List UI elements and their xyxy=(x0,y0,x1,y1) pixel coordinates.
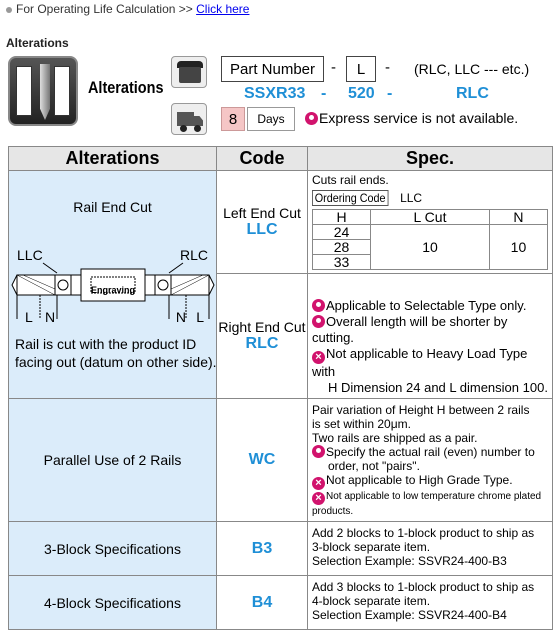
parallel-spec-line: order, not "pairs". xyxy=(328,459,420,473)
b4-code: B4 xyxy=(251,593,273,611)
left-end-cut-label: Left End Cut xyxy=(223,205,301,221)
header-code: Code xyxy=(217,147,308,171)
cut-note-2: Overall length will be shorter by cutting. xyxy=(312,314,508,345)
rail-end-cut-note xyxy=(15,335,217,371)
alterations-drill-icon xyxy=(8,56,78,126)
note-pin-icon xyxy=(312,299,325,312)
b4-spec-line: 4-block separate item. xyxy=(312,594,431,608)
dash-4: - xyxy=(387,85,393,102)
ordering-code-row xyxy=(312,190,548,206)
b3-spec-line: Selection Example: SSVR24-400-B3 xyxy=(312,554,507,568)
cut-spec-line1: Cuts rail ends. xyxy=(312,173,389,187)
dims-h-33: 33 xyxy=(313,255,371,270)
length-box: L xyxy=(346,56,376,82)
table-row-b4 xyxy=(9,576,553,630)
parallel-spec-line: × Not applicable to High Grade Type. xyxy=(312,473,548,490)
parallel-spec-line: Two rails are shipped as a pair. xyxy=(312,431,478,445)
bullet-icon xyxy=(6,7,12,13)
dims-n-value: 10 xyxy=(489,225,547,270)
header-alterations: Alterations xyxy=(9,147,217,171)
b4-spec-cell xyxy=(308,576,553,630)
operating-life-text: For Operating Life Calculation >> xyxy=(16,2,197,16)
parallel-code: WC xyxy=(248,451,276,468)
parallel-spec-line: Specify the actual rail (even) number to xyxy=(312,445,548,459)
cut-note-4: H Dimension 24 and L dimension 100. xyxy=(328,380,548,395)
note-pin-icon xyxy=(312,315,325,328)
cut-note-3: × Not applicable to Heavy Load Type with xyxy=(312,346,528,379)
part-number-box: Part Number xyxy=(221,56,324,82)
table-row-parallel xyxy=(9,399,553,522)
section-title: Alterations xyxy=(6,36,69,50)
parallel-alt-cell: Parallel Use of 2 Rails xyxy=(9,399,217,522)
diagram-dim-l-right: L xyxy=(196,308,204,325)
right-end-cut-cell xyxy=(217,274,308,399)
engraving-label: Engraving xyxy=(91,284,136,295)
cut-spec-cell xyxy=(308,171,553,274)
dash-1: - xyxy=(331,59,336,76)
b3-spec-line: Add 2 blocks to 1-block product to ship as xyxy=(312,526,535,540)
b4-alt-cell: 4-Block Specifications xyxy=(9,576,217,630)
express-note-text: Express service is not available. xyxy=(319,110,519,126)
not-applicable-icon: × xyxy=(312,492,325,505)
ordering-code-value: LLC xyxy=(400,191,423,205)
parallel-spec-cell xyxy=(308,399,553,522)
rail-end-cut-diagram xyxy=(9,185,216,385)
parallel-code-cell xyxy=(217,399,308,522)
note-line-1: Rail is cut with the product ID xyxy=(15,335,197,352)
dims-header-n: N xyxy=(489,210,547,225)
not-applicable-icon: × xyxy=(312,351,325,364)
click-here-link[interactable]: Click here xyxy=(196,2,250,16)
diagram-dim-n-right: N xyxy=(175,308,186,325)
dimension-table xyxy=(312,209,548,270)
rail-end-cut-title: Rail End Cut xyxy=(73,198,152,215)
cut-note-1: Applicable to Selectable Type only. xyxy=(312,298,548,314)
left-end-cut-code: LLC xyxy=(246,221,278,238)
diagram-dim-l-left: L xyxy=(25,308,33,325)
operating-life-link-row xyxy=(6,2,249,16)
days-label: Days xyxy=(247,107,295,131)
diagram-llc-label: LLC xyxy=(17,246,43,263)
b4-spec-line: Selection Example: SSVR24-400-B4 xyxy=(312,608,507,622)
dims-header-lcut: L Cut xyxy=(371,210,490,225)
note-pin-icon xyxy=(305,112,318,125)
header-spec: Spec. xyxy=(308,147,553,171)
right-end-cut-label: Right End Cut xyxy=(218,319,306,335)
ordering-code-label: Ordering Code xyxy=(312,190,388,206)
express-note xyxy=(305,110,518,126)
dash-2: - xyxy=(385,59,390,76)
note-pin-icon xyxy=(312,445,325,458)
part-number-value: SSXR33 xyxy=(244,85,306,102)
parallel-spec-line: × Not applicable to low temperature chrome plated products. xyxy=(312,491,542,517)
alteration-codes-hint: (RLC, LLC --- etc.) xyxy=(414,61,530,77)
b3-spec-cell xyxy=(308,522,553,576)
b3-code-cell xyxy=(217,522,308,576)
note-line-2: facing out (datum on other side). xyxy=(15,353,217,370)
b3-spec-line: 3-block separate item. xyxy=(312,540,431,554)
not-applicable-icon: × xyxy=(312,477,325,490)
dims-header-h: H xyxy=(313,210,371,225)
diagram-rlc-label: RLC xyxy=(179,246,208,263)
parallel-spec-line: Pair variation of Height H between 2 rails xyxy=(312,403,530,417)
diagram-dim-n-left: N xyxy=(45,308,56,325)
cut-notes-cell xyxy=(308,274,553,399)
left-end-cut-cell xyxy=(217,171,308,274)
rail-end-cut-cell xyxy=(9,171,217,399)
b3-alt-cell: 3-Block Specifications xyxy=(9,522,217,576)
length-value: 520 xyxy=(348,85,375,102)
dims-lcut-value: 10 xyxy=(371,225,490,270)
parallel-spec-line: is set within 20μm. xyxy=(312,417,411,431)
alterations-label: Alterations xyxy=(88,78,164,97)
alteration-code-value: RLC xyxy=(456,85,489,102)
days-number: 8 xyxy=(221,107,245,131)
table-row-left-end-cut xyxy=(9,171,553,274)
dims-h-28: 28 xyxy=(313,240,371,255)
b4-spec-line: Add 3 blocks to 1-block product to ship as xyxy=(312,580,535,594)
fax-icon xyxy=(171,56,207,88)
truck-icon xyxy=(171,103,207,135)
dash-3: - xyxy=(321,85,327,102)
right-end-cut-code: RLC xyxy=(245,335,279,352)
dims-h-24: 24 xyxy=(313,225,371,240)
b4-code-cell xyxy=(217,576,308,630)
table-row-b3 xyxy=(9,522,553,576)
b3-code: B3 xyxy=(251,539,273,557)
table-header-row xyxy=(9,147,553,171)
alterations-table xyxy=(8,146,553,630)
